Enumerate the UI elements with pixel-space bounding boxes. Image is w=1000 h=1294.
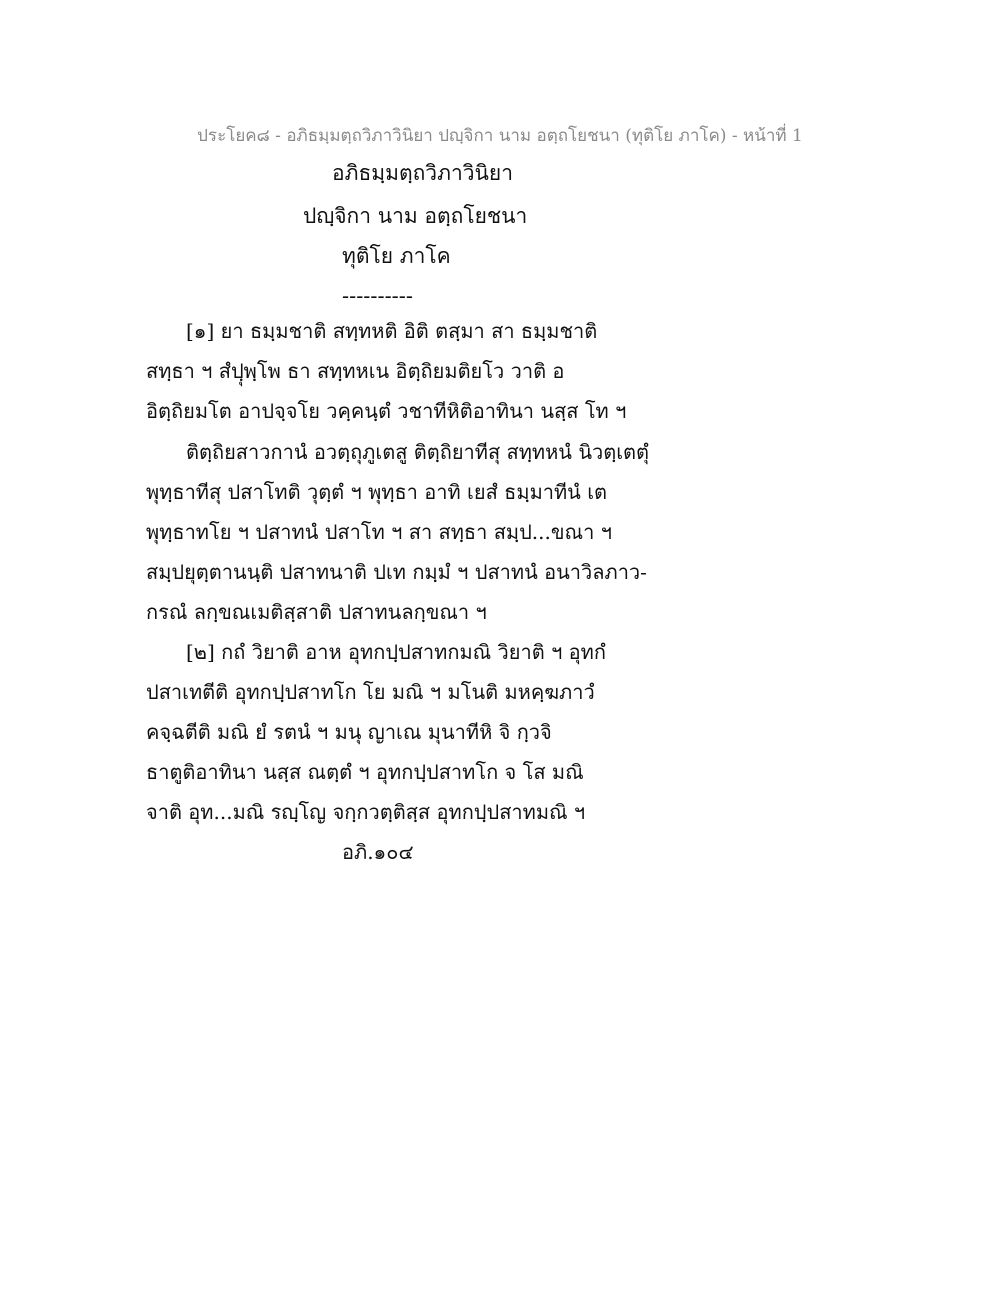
paragraph-2-line-3: พุทฺธาทโย ฯ ปสาทนํ ปสาโท ฯ สา สทฺธา สมฺป...ขณา ฯ bbox=[146, 520, 612, 544]
paragraph-2-line-4: สมฺปยุตฺตานนฺติ ปสาทนาติ ปเท กมฺมํ ฯ ปสาทนํ อนาวิลภาว- bbox=[146, 560, 647, 584]
paragraph-1-line-2: สทฺธา ฯ สํปฺุพฺโพ ธา สทฺทหเน อิตฺถิยมติยโว วาติ อ bbox=[146, 359, 565, 383]
running-header: ประโยค๘ - อภิธมฺมตฺถวิภาวินิยา ปญฺจิกา นาม อตฺถโยชนา (ทุติโย ภาโค) - หน้าที่ 1 bbox=[197, 126, 803, 146]
paragraph-3-line-5: จาติ อุท...มณิ รญฺโญ จกฺกวตฺติสฺส อุทกปฺปสาทมณิ ฯ bbox=[146, 800, 586, 824]
title-rule: ---------- bbox=[342, 284, 413, 308]
paragraph-2-line-5: กรณํ ลกฺขณเมติสฺสาติ ปสาทนลกฺขณา ฯ bbox=[146, 600, 487, 624]
paragraph-3-line-1: [๒] กถํ วิยาติ อาห อุทกปฺปสาทกมณิ วิยาติ ฯ อุทกํ bbox=[186, 640, 606, 664]
paragraph-3-line-4: ธาตูติอาทินา นสฺส ณตฺตํ ฯ อุทกปฺปสาทโก จ โส มณิ bbox=[146, 760, 584, 784]
paragraph-3-line-2: ปสาเทตีติ อุทกปฺปสาทโก โย มณิ ฯ มโนติ มหคฺฆภาวํ bbox=[146, 680, 595, 704]
title-line-1: อภิธมฺมตฺถวิภาวินิยา bbox=[332, 161, 513, 185]
paragraph-3-line-3: คจฺฉตีติ มณิ ยํ รตนํ ฯ มนุ ญาเณ มุนาทีหิ จิ กฺวจิ bbox=[146, 720, 552, 744]
paragraph-1-line-1: [๑] ยา ธมฺมชาติ สทฺทหติ อิติ ตสฺมา สา ธมฺมชาติ bbox=[186, 319, 598, 343]
title-line-2: ปญฺจิกา นาม อตฺถโยชนา bbox=[303, 204, 528, 228]
paragraph-1-line-3: อิตฺถิยมโต อาปจฺจโย วคฺคนฺตํ วชาทีหิติอาทินา นสฺส โท ฯ bbox=[146, 399, 627, 423]
paragraph-2-line-2: พุทฺธาทีสุ ปสาโทติ วุตฺตํ ฯ พุทฺธา อาทิ เยสํ ธมฺมาทีนํ เต bbox=[146, 480, 608, 504]
page-reference: อภิ.๑๐๔ bbox=[342, 840, 414, 864]
paragraph-2-line-1: ติตฺถิยสาวกานํ อวตฺถุภูเตสู ติตฺถิยาทีสุ สทฺทหนํ นิวตฺเตตุํ bbox=[186, 440, 650, 464]
title-line-3: ทุติโย ภาโค bbox=[342, 244, 451, 268]
